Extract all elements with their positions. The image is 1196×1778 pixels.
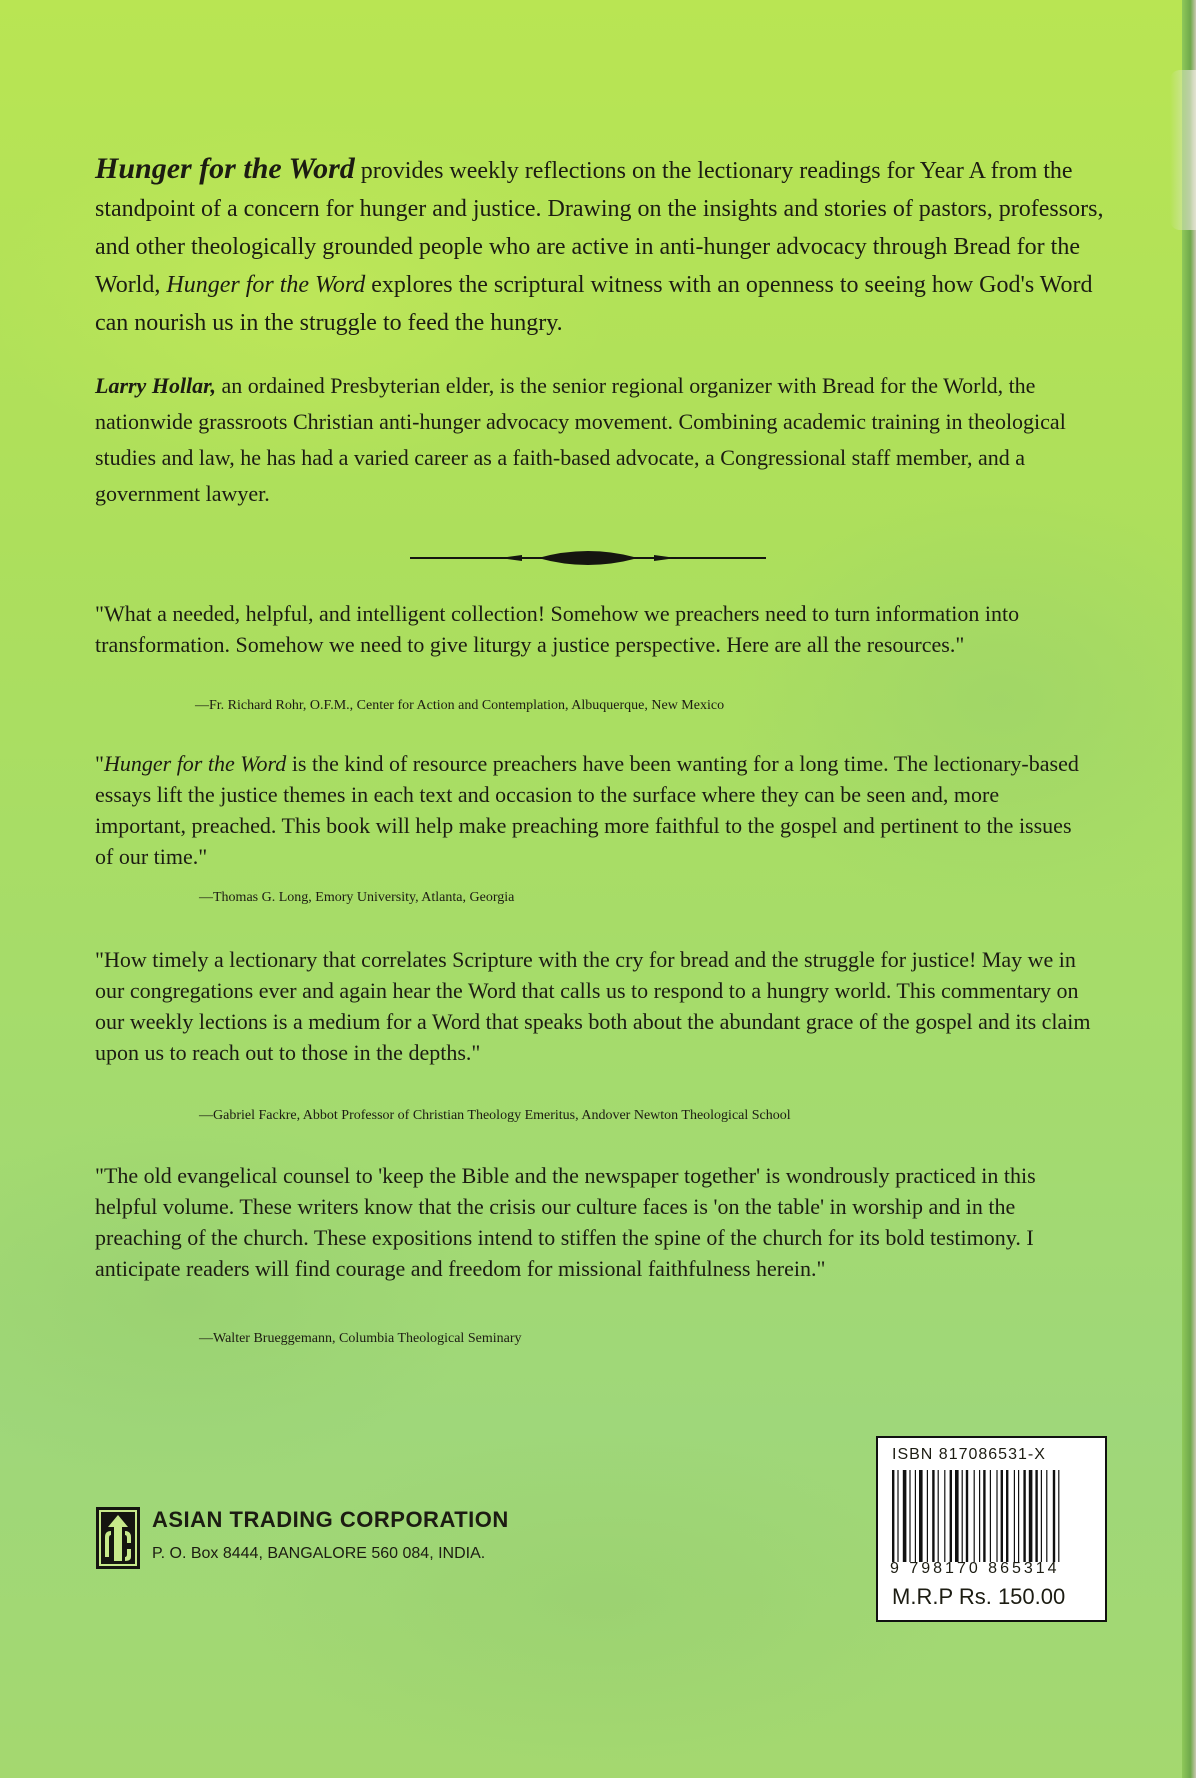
publisher-logo	[96, 1507, 140, 1569]
endorsement-attribution-rohr: —Fr. Richard Rohr, O.F.M., Center for Action and Contemplation, Albuquerque, New Mexico	[195, 698, 725, 713]
endorsement-attribution-brueggemann: —Walter Brueggemann, Columbia Theological Seminary	[199, 1331, 522, 1346]
barcode-bar	[1018, 1470, 1019, 1562]
barcode-bar	[979, 1470, 980, 1562]
barcode-bar	[1035, 1470, 1037, 1562]
author-bio	[95, 368, 1105, 512]
barcode-bar	[1046, 1470, 1047, 1562]
endorsement-quote-rohr: "What a needed, helpful, and intelligent collection! Somehow we preachers need to turn information into transformation. Somehow we need to give liturgy a justice perspective. Here are all the resources."	[95, 601, 1020, 657]
endorsement-quote-brueggemann: "The old evangelical counsel to 'keep the Bible and the newspaper together' is wondrously practiced in this helpful volume. These writers know that the crisis our culture faces is 'on the table' in worship and in the preaching of the church. These expositions intend to stiffen the spine of the church for its bold testimony. I anticipate readers will find courage and freedom for missional faithfulness herein."	[95, 1163, 1036, 1281]
barcode-bar	[938, 1470, 939, 1562]
barcode-bar	[962, 1470, 963, 1562]
endorsement-book-title: Hunger for the Word	[103, 751, 287, 776]
barcode-bar	[950, 1470, 952, 1562]
endorsement-attribution-long: —Thomas G. Long, Emory University, Atlanta, Georgia	[199, 890, 515, 905]
barcode-bar	[1006, 1470, 1008, 1562]
barcode-label	[876, 1436, 1107, 1622]
barcode-bar	[996, 1470, 997, 1562]
barcode-bar	[909, 1470, 910, 1562]
endorsement-quote-long	[95, 748, 1095, 872]
barcode-bar	[919, 1470, 923, 1562]
book-title-lead: Hunger for the Word	[95, 152, 355, 185]
cover-corner-wear	[1170, 70, 1196, 230]
publisher-block	[96, 1503, 556, 1573]
barcode-bar	[932, 1470, 934, 1562]
author-bio-text: an ordained Presbyterian elder, is the senior regional organizer with Bread for the World, the nationwide grassroots Christian anti-hunger advocacy movement. Combining academic training in theological studies and law, he has had a varied career as a faith-based advocate, a Congressional staff member, and a government lawyer.	[95, 373, 1066, 506]
book-spine-edge	[1182, 0, 1196, 1778]
endorsement-open-quote: "	[95, 751, 104, 776]
barcode-bar	[974, 1470, 975, 1562]
description-text-2: explores the scriptural witness with an openness to seeing how God's Word can nourish us in the struggle to feed the hungry.	[95, 272, 1093, 336]
book-description	[95, 150, 1105, 342]
barcode-bar	[903, 1470, 907, 1562]
publisher-address: P. O. Box 8444, BANGALORE 560 084, INDIA.	[152, 1545, 486, 1562]
description-text-1: provides weekly reflections on the lectionary readings for Year A from the standpoint of a concern for hunger and justice. Drawing on the insights and stories of pastors, professors, and other theologically grounded people who are active in anti-hunger advocacy through Bread for the World,	[95, 158, 1104, 298]
barcode-bar	[892, 1470, 894, 1562]
barcode-bar	[983, 1470, 985, 1562]
barcode-bar	[955, 1470, 959, 1562]
isbn-number: ISBN 817086531-X	[892, 1446, 1046, 1463]
barcode-bar	[915, 1470, 916, 1562]
barcode-bar	[1041, 1470, 1042, 1562]
ornament-divider	[410, 545, 766, 571]
barcode-bars	[890, 1470, 1092, 1562]
barcode-bar	[944, 1470, 945, 1562]
endorsement-quote-fackre: "How timely a lectionary that correlates Scripture with the cry for bread and the struggle for justice! May we in our congregations ever and again hear the Word that calls us to respond to a hungry world. This commentary on our weekly lections is a medium for a Word that speaks both about the abundant grace of the gospel and its claim upon us to reach out to those in the depths."	[95, 947, 1091, 1065]
price-label: M.R.P Rs. 150.00	[892, 1584, 1066, 1609]
barcode-bar	[990, 1470, 991, 1562]
barcode-bar	[966, 1470, 968, 1562]
endorsement-attribution-fackre: —Gabriel Fackre, Abbot Professor of Christian Theology Emeritus, Andover Newton Theological School	[199, 1108, 791, 1123]
barcode-bar	[1001, 1470, 1003, 1562]
barcode-bar	[1023, 1470, 1025, 1562]
barcode-bar	[1058, 1470, 1059, 1562]
publisher-name: ASIAN TRADING CORPORATION	[152, 1507, 509, 1532]
barcode-bar	[1029, 1470, 1033, 1562]
barcode-bar	[927, 1470, 928, 1562]
barcode-bar	[1014, 1470, 1015, 1562]
book-title-inline: Hunger for the Word	[166, 272, 366, 298]
barcode-bar	[1053, 1470, 1055, 1562]
endorsement-quote-long-text: is the kind of resource preachers have been wanting for a long time. The lectionary-based essays lift the justice themes in each text and occasion to the surface where they can be seen and, more important, preached. This book will help make preaching more faithful to the gospel and pertinent to the issues of our time."	[95, 751, 1079, 869]
author-name: Larry Hollar,	[95, 373, 217, 398]
barcode-bar	[897, 1470, 898, 1562]
barcode-digits: 9 798170 865314	[890, 1560, 1060, 1577]
